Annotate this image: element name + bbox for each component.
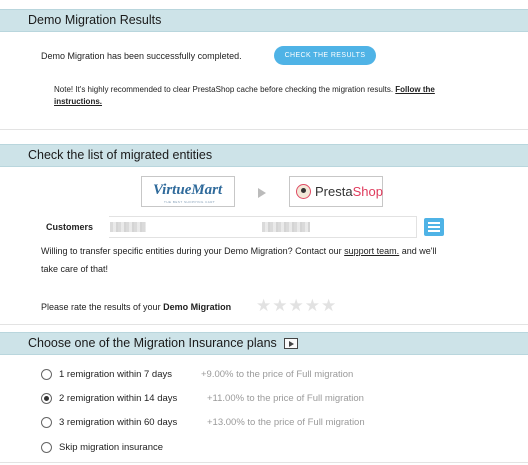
virtuemart-logo — [141, 176, 235, 207]
plan-1-label[interactable]: 1 remigration within 7 days — [59, 369, 172, 380]
plan-3-radio[interactable] — [41, 417, 52, 428]
plan-3-price: +13.00% to the price of Full migration — [207, 417, 365, 428]
follow-instructions-link[interactable]: Follow the — [395, 85, 435, 94]
insurance-header — [0, 332, 528, 355]
video-icon[interactable] — [284, 338, 298, 349]
check-results-button[interactable]: CHECK THE RESULTS — [274, 46, 376, 65]
rate-prompt: Please rate the results of your Demo Migration — [41, 302, 232, 312]
divider — [0, 324, 528, 325]
virtuemart-logo-tagline: THE BEST SHOPPING CART — [164, 200, 216, 204]
insurance-title: Choose one of the Migration Insurance plans — [28, 336, 277, 350]
prestashop-logo — [289, 176, 383, 207]
plan-2-label[interactable]: 2 remigration within 14 days — [59, 393, 178, 404]
plan-2-radio[interactable] — [41, 393, 52, 404]
contact-message-line2: take care of that! — [41, 264, 109, 274]
customers-label: Customers — [46, 222, 94, 232]
plan-1-price: +9.00% to the price of Full migration — [201, 369, 354, 380]
success-message: Demo Migration has been successfully completed. — [41, 51, 242, 61]
results-title: Demo Migration Results — [28, 13, 162, 27]
cache-note — [54, 85, 435, 94]
entities-menu-button[interactable] — [424, 218, 444, 236]
support-team-link[interactable]: support team. — [344, 246, 400, 256]
plan-2-price: +11.00% to the price of Full migration — [207, 393, 364, 404]
rating-stars[interactable]: ★★★★★ — [256, 296, 338, 315]
entities-header — [0, 144, 528, 167]
virtuemart-logo-text: VirtueMart — [153, 182, 223, 198]
cache-note-line2 — [54, 97, 102, 106]
contact-message: Willing to transfer specific entities during your Demo Migration? Contact our support team. and we'll — [41, 246, 437, 256]
results-header — [0, 9, 528, 32]
source-customer-value — [110, 222, 146, 232]
cache-note-text: Note! It's highly recommended to clear PrestaShop cache before checking the migration results. — [54, 85, 394, 94]
plan-1-radio[interactable] — [41, 369, 52, 380]
divider — [0, 129, 528, 130]
prestashop-puffin-icon — [296, 184, 311, 199]
prestashop-logo-text: PrestaShop — [315, 184, 383, 199]
plan-skip-label[interactable]: Skip migration insurance — [59, 442, 164, 453]
target-customer-value — [262, 222, 310, 232]
entities-title: Check the list of migrated entities — [28, 148, 213, 162]
plan-3-label[interactable]: 3 remigration within 60 days — [59, 417, 178, 428]
arrow-right-icon — [258, 188, 266, 198]
instructions-link[interactable]: instructions. — [54, 97, 103, 106]
plan-skip-radio[interactable] — [41, 442, 52, 453]
divider — [0, 462, 528, 463]
